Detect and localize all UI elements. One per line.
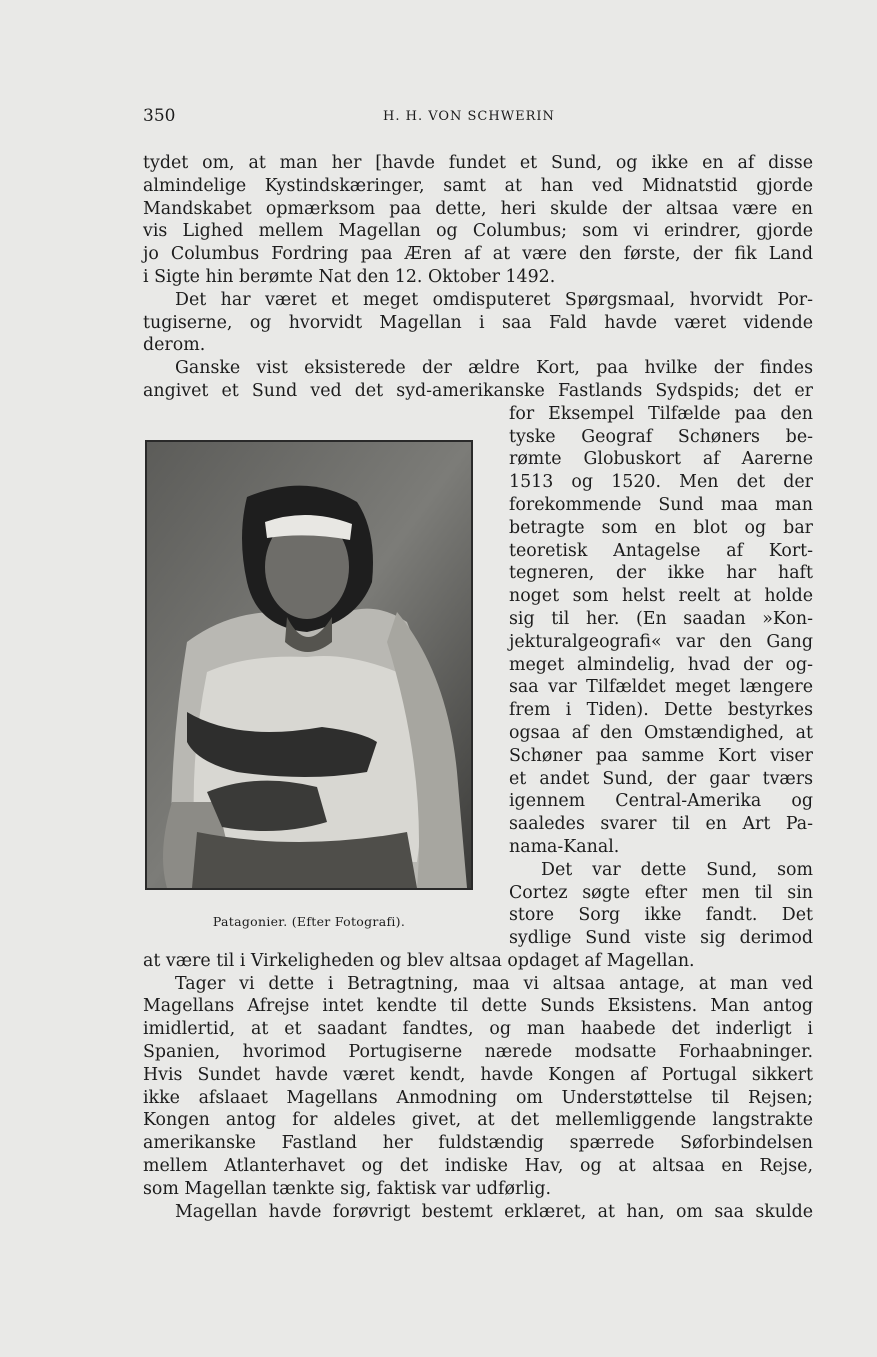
- text-line: teoretisk Antagelse af Kort-: [509, 540, 813, 561]
- text-line: mellem Atlanterhavet og det indiske Hav, og at altsaa en Rejse,: [143, 1156, 813, 1177]
- portrait-photo: [145, 440, 473, 890]
- figure: [145, 440, 473, 929]
- text-line: tugiserne, og hvorvidt Magellan i saa Fald havde været vidende: [143, 312, 813, 333]
- text-line: imidlertid, at et saadant fandtes, og man haabede det inderligt i: [143, 1019, 813, 1040]
- text-line: igennem Central-Amerika og: [509, 791, 813, 812]
- text-line: Magellans Afrejse intet kendte til dette Sunds Eksistens. Man antog: [143, 996, 813, 1017]
- text-line: vis Lighed mellem Magellan og Columbus; som vi erindrer, gjorde: [143, 221, 813, 242]
- text-line: jo Columbus Fordring paa Æren af at være den første, der fik Land: [143, 244, 813, 265]
- text-line: et andet Sund, der gaar tværs: [509, 768, 813, 789]
- text-line: ikke afslaaet Magellans Anmodning om Understøttelse til Rejsen;: [143, 1087, 813, 1108]
- text-line: Spanien, hvorimod Portugiserne nærede modsatte Forhaabninger.: [143, 1042, 813, 1063]
- text-line: almindelige Kystindskæringer, samt at han ved Midnatstid gjorde: [143, 175, 813, 196]
- text-line: frem i Tiden). Dette bestyrkes: [509, 700, 813, 721]
- page-header: [143, 106, 807, 130]
- text-line: meget almindelig, hvad der og-: [509, 654, 813, 675]
- text-line: angivet et Sund ved det syd-amerikanske Fastlands Sydspids; det er: [143, 380, 813, 401]
- text-line: som Magellan tænkte sig, faktisk var udførlig.: [143, 1178, 552, 1199]
- text-line: rømte Globuskort af Aarerne: [509, 449, 813, 470]
- text-line: nama-Kanal.: [509, 836, 620, 857]
- text-line: Kongen antog for aldeles givet, at det mellemliggende langstrakte: [143, 1110, 813, 1131]
- text-line: forekommende Sund maa man: [509, 494, 813, 515]
- text-line: Tager vi dette i Betragtning, maa vi altsaa antage, at man ved: [175, 973, 813, 994]
- text-line: Mandskabet opmærksom paa dette, heri skulde der altsaa være en: [143, 198, 813, 219]
- text-line: tegneren, der ikke har haft: [509, 563, 813, 584]
- text-line: Det har været et meget omdisputeret Spørgsmaal, hvorvidt Por-: [175, 289, 813, 310]
- text-line: Schøner paa samme Kort viser: [509, 745, 813, 766]
- text-line: noget som helst reelt at holde: [509, 586, 813, 607]
- text-line: Hvis Sundet havde været kendt, havde Kongen af Portugal sikkert: [143, 1064, 813, 1085]
- text-line: sig til her. (En saadan »Kon-: [509, 608, 813, 629]
- text-line: Ganske vist eksisterede der ældre Kort, paa hvilke der findes: [175, 358, 813, 379]
- page-number: 350: [143, 106, 176, 126]
- text-line: derom.: [143, 335, 206, 356]
- text-line: tyske Geograf Schøners be-: [509, 426, 813, 447]
- text-line: tydet om, at man her [havde fundet et Sund, og ikke en af disse: [143, 153, 813, 173]
- text-line: for Eksempel Tilfælde paa den: [509, 403, 813, 424]
- text-line: Det var dette Sund, som: [541, 859, 813, 880]
- text-line: jekturalgeografi« var den Gang: [509, 631, 813, 652]
- text-line: 1513 og 1520. Men det der: [509, 472, 813, 493]
- text-line: ogsaa af den Omstændighed, at: [509, 722, 813, 743]
- running-head: H. H. VON SCHWERIN: [383, 109, 555, 124]
- patagonian-portrait-image: [147, 442, 471, 888]
- text-line: saaledes svarer til en Art Pa-: [509, 814, 813, 835]
- text-line: amerikanske Fastland her fuldstændig spærrede Søforbindelsen: [143, 1133, 813, 1154]
- text-line: Cortez søgte efter men til sin: [509, 882, 813, 903]
- text-line: saa var Tilfældet meget længere: [509, 677, 813, 698]
- text-line: i Sigte hin berømte Nat den 12. Oktober 1492.: [143, 266, 556, 287]
- text-line: sydlige Sund viste sig derimod: [509, 928, 813, 949]
- text-line: store Sorg ikke fandt. Det: [509, 905, 813, 926]
- text-line: Magellan havde forøvrigt bestemt erklæret, at han, om saa skulde: [175, 1201, 813, 1222]
- figure-caption: Patagonier. (Efter Fotografi).: [212, 914, 406, 929]
- text-line: at være til i Virkeligheden og blev altsaa opdaget af Magellan.: [143, 950, 695, 971]
- text-line: betragte som en blot og bar: [509, 517, 813, 538]
